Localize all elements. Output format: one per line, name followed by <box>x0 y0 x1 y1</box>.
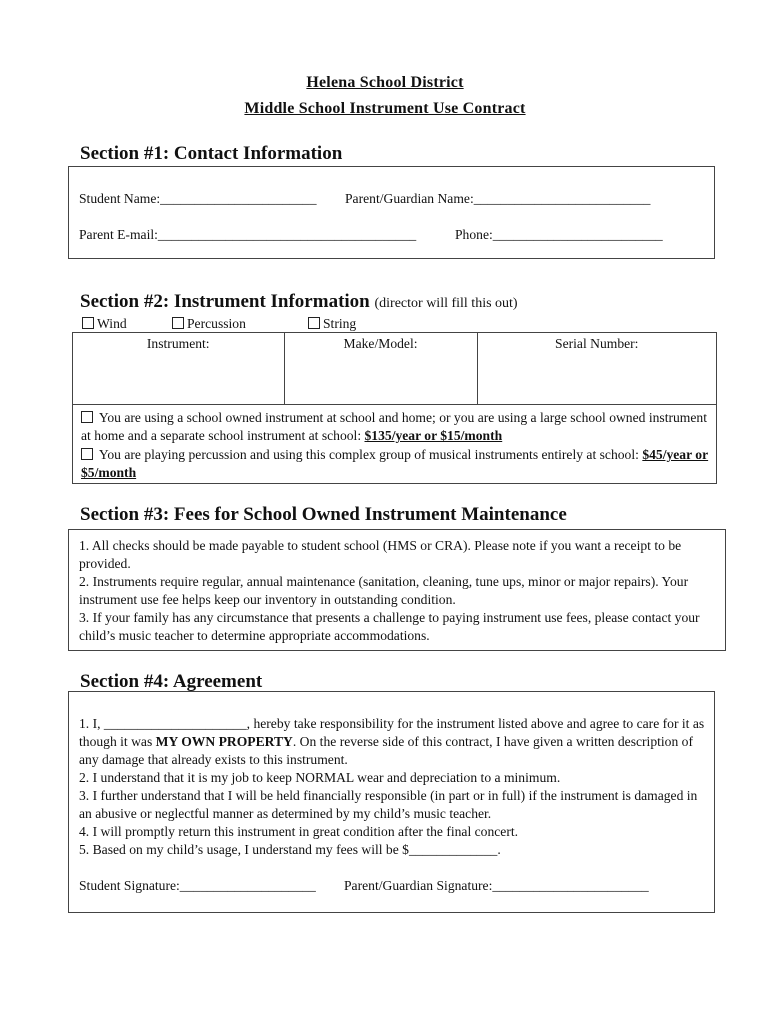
student-signature-field[interactable]: Student Signature:____________________ <box>79 878 316 893</box>
section2-title: Section #2: Instrument Information <box>80 291 370 312</box>
option2-fee: $45/year or $5/month <box>81 447 709 480</box>
instrument-cell[interactable] <box>73 333 284 404</box>
make-model-cell[interactable] <box>284 333 477 404</box>
fee-item-3: 3. If your family has any circumstance that presents a challenge to paying instrument use fees, please contact your child’s music teacher to determine appropriate accommodations. <box>79 610 700 643</box>
parent-email-field[interactable]: Parent E-mail:______________________________________ <box>79 227 417 242</box>
agreement-list <box>79 715 709 859</box>
section2-note: (director will fill this out) <box>374 296 518 311</box>
option1-text: You are using a school owned instrument at school and home; or you are using a large school owned instrument at home and a separate school instrument at school: <box>81 410 707 443</box>
percussion-label: Percussion <box>187 316 246 331</box>
type-wind[interactable] <box>82 315 127 333</box>
item1-bold: MY OWN PROPERTY <box>155 734 293 749</box>
agreement-item-1 <box>79 715 709 769</box>
option-school-owned[interactable] <box>81 409 713 445</box>
option-percussion[interactable] <box>81 446 713 482</box>
serial-number-header: Serial Number: <box>555 336 639 351</box>
school-owned-checkbox[interactable] <box>81 411 93 423</box>
guardian-signature-field[interactable]: Parent/Guardian Signature:_______________________ <box>344 878 649 893</box>
string-checkbox[interactable] <box>308 317 320 329</box>
percussion-checkbox[interactable] <box>172 317 184 329</box>
agreement-item-5: 5. Based on my child’s usage, I understand my fees will be $_____________. <box>79 842 501 857</box>
option2-text: You are playing percussion and using this complex group of musical instruments entirely at school: <box>96 447 643 462</box>
wind-checkbox[interactable] <box>82 317 94 329</box>
percussion-option-checkbox[interactable] <box>81 448 93 460</box>
wind-label: Wind <box>97 316 127 331</box>
contract-title: Middle School Instrument Use Contract <box>244 100 526 117</box>
make-model-header: Make/Model: <box>343 336 418 351</box>
agreement-item-3: 3. I further understand that I will be held financially responsible (in part or in full) if the instrument is damaged in an abusive or neglectful manner as determined by my child’s music teacher. <box>79 788 698 821</box>
contact-info-box <box>68 166 715 259</box>
instrument-table <box>73 333 716 405</box>
type-percussion[interactable] <box>172 315 246 333</box>
item1-post: . On the reverse side of this contract, I have given a written description of any damage that already exists to this instrument. <box>79 734 694 767</box>
agreement-box <box>68 691 715 913</box>
section1-heading: Section #1: Contact Information <box>80 143 343 164</box>
option1-fee: $135/year or $15/month <box>364 428 503 443</box>
fees-list <box>79 537 721 645</box>
section2-heading <box>80 291 518 313</box>
student-name-field[interactable]: Student Name:_______________________ <box>79 191 317 206</box>
string-label: String <box>323 316 357 331</box>
district-title: Helena School District <box>306 74 464 91</box>
item1-pre: 1. I, _____________________, hereby take responsibility for the instrument listed above and agree to care for it as though it was <box>79 716 705 749</box>
fee-item-2: 2. Instruments require regular, annual maintenance (sanitation, cleaning, tune ups, minor or major repairs). Your instrument use fee helps keep our inventory in outstanding condition. <box>79 574 689 607</box>
instrument-header: Instrument: <box>146 336 210 351</box>
serial-number-cell[interactable] <box>477 333 716 404</box>
fee-item-1: 1. All checks should be made payable to student school (HMS or CRA). Please note if you want a receipt to be provided. <box>79 538 682 571</box>
agreement-item-4: 4. I will promptly return this instrument in great condition after the final concert. <box>79 824 519 839</box>
phone-field[interactable]: Phone:_________________________ <box>455 227 663 242</box>
instrument-info-box <box>72 332 717 484</box>
section4-heading: Section #4: Agreement <box>80 671 263 692</box>
agreement-item-2: 2. I understand that it is my job to keep NORMAL wear and depreciation to a minimum. <box>79 770 561 785</box>
type-string[interactable] <box>308 315 356 333</box>
guardian-name-field[interactable]: Parent/Guardian Name:__________________________ <box>345 191 651 206</box>
fees-box <box>68 529 726 651</box>
section3-heading: Section #3: Fees for School Owned Instrument Maintenance <box>80 504 567 525</box>
